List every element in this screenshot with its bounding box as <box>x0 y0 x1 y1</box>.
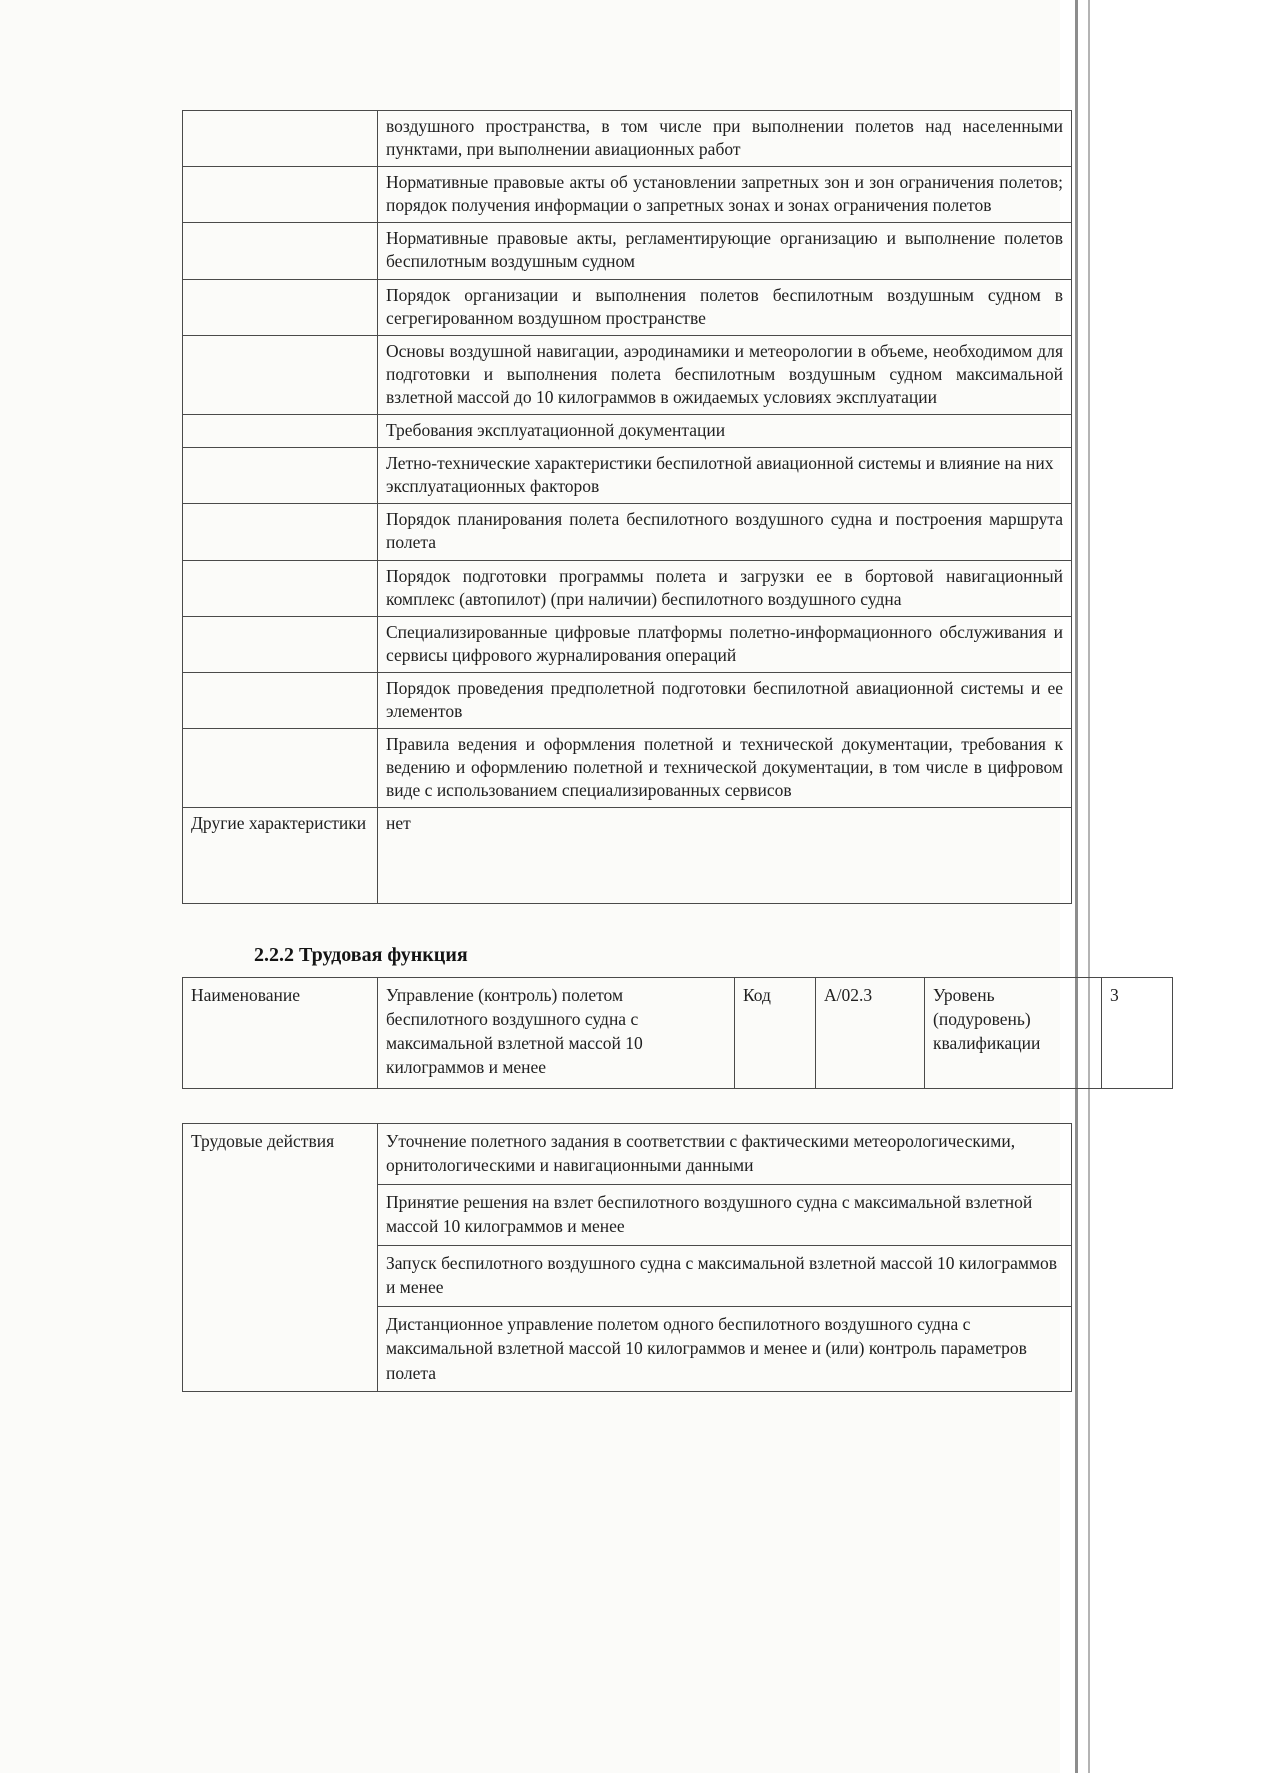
table-row <box>183 279 1072 335</box>
row-label-empty <box>183 616 378 672</box>
row-label-empty <box>183 504 378 560</box>
table-row <box>183 729 1072 808</box>
table-row <box>183 111 1072 167</box>
scan-edge-line-dark <box>1075 0 1078 1773</box>
knowledge-item: Основы воздушной навигации, аэродинамики и метеорологии в объеме, необходимом для подготовки и выполнения полета беспилотным воздушным судном максимальной взлетной массой до 10 килограммов в ожидаемых условиях эксплуатации <box>378 335 1072 414</box>
knowledge-item: Порядок планирования полета беспилотного воздушного судна и построения маршрута полета <box>378 504 1072 560</box>
table-row <box>183 504 1072 560</box>
labor-action-item: Дистанционное управление полетом одного беспилотного воздушного судна с максимальной взлетной массой 10 килограммов и менее и (или) контроль параметров полета <box>378 1306 1072 1392</box>
row-label-empty <box>183 672 378 728</box>
knowledge-item: Нормативные правовые акты об установлении запретных зон и зон ограничения полетов; порядок получения информации о запретных зонах и зонах ограничения полетов <box>378 167 1072 223</box>
row-label-empty <box>183 448 378 504</box>
scan-edge-line-light <box>1088 0 1090 1773</box>
knowledge-item: Порядок организации и выполнения полетов беспилотным воздушным судном в сегрегированном воздушном пространстве <box>378 279 1072 335</box>
other-characteristics-label: Другие характеристики <box>183 808 378 904</box>
table-row <box>183 616 1072 672</box>
row-label-empty <box>183 560 378 616</box>
function-name-label: Наименование <box>183 978 378 1088</box>
knowledge-item: Порядок проведения предполетной подготовки беспилотной авиационной системы и ее элементов <box>378 672 1072 728</box>
labor-action-item: Уточнение полетного задания в соответствии с фактическими метеорологическими, орнитологическими и навигационными данными <box>378 1123 1072 1184</box>
knowledge-item: Специализированные цифровые платформы полетно-информационного обслуживания и сервисы цифрового журналирования операций <box>378 616 1072 672</box>
row-label-empty <box>183 415 378 448</box>
table-row <box>183 335 1072 414</box>
row-label-empty <box>183 167 378 223</box>
row-label-empty <box>183 279 378 335</box>
function-code-label: Код <box>735 978 816 1088</box>
section-heading: 2.2.2 Трудовая функция <box>254 944 468 967</box>
function-code-value: A/02.3 <box>816 978 925 1088</box>
labor-action-item: Принятие решения на взлет беспилотного воздушного судна с максимальной взлетной массой 10 килограммов и менее <box>378 1184 1072 1245</box>
scan-edge-strip <box>1060 0 1266 1773</box>
table-row <box>183 1123 1072 1184</box>
labor-function-table <box>182 977 1173 1088</box>
table-row <box>183 672 1072 728</box>
table-row <box>183 448 1072 504</box>
knowledge-requirements-table <box>182 110 1072 904</box>
table-row <box>183 978 1173 1088</box>
knowledge-item: Требования эксплуатационной документации <box>378 415 1072 448</box>
table-row <box>183 560 1072 616</box>
labor-action-item: Запуск беспилотного воздушного судна с максимальной взлетной массой 10 килограммов и менее <box>378 1245 1072 1306</box>
table-row-other-characteristics <box>183 808 1072 904</box>
function-name-value: Управление (контроль) полетом беспилотного воздушного судна с максимальной взлетной массой 10 килограммов и менее <box>378 978 735 1088</box>
knowledge-item: Порядок подготовки программы полета и загрузки ее в бортовой навигационный комплекс (автопилот) (при наличии) беспилотного воздушного судна <box>378 560 1072 616</box>
knowledge-item: Нормативные правовые акты, регламентирующие организацию и выполнение полетов беспилотным воздушным судном <box>378 223 1072 279</box>
knowledge-item: воздушного пространства, в том числе при выполнении полетов над населенными пунктами, при выполнении авиационных работ <box>378 111 1072 167</box>
table-row <box>183 167 1072 223</box>
table-row <box>183 415 1072 448</box>
row-label-empty <box>183 223 378 279</box>
table-row <box>183 223 1072 279</box>
row-label-empty <box>183 111 378 167</box>
row-label-empty <box>183 335 378 414</box>
knowledge-item: Правила ведения и оформления полетной и технической документации, требования к ведению и оформлению полетной и технической документации, в том числе в цифровом виде с использованием специализированных сервисов <box>378 729 1072 808</box>
row-label-empty <box>183 729 378 808</box>
qualification-level-value: 3 <box>1102 978 1173 1088</box>
labor-actions-table <box>182 1123 1072 1393</box>
knowledge-item: Летно-технические характеристики беспилотной авиационной системы и влияние на них эксплуатационных факторов <box>378 448 1072 504</box>
qualification-level-label: Уровень (подуровень) квалификации <box>925 978 1102 1088</box>
table-gap <box>182 1089 1072 1123</box>
other-characteristics-value: нет <box>378 808 1072 904</box>
labor-actions-label: Трудовые действия <box>183 1123 378 1392</box>
page-content <box>182 110 1119 1392</box>
